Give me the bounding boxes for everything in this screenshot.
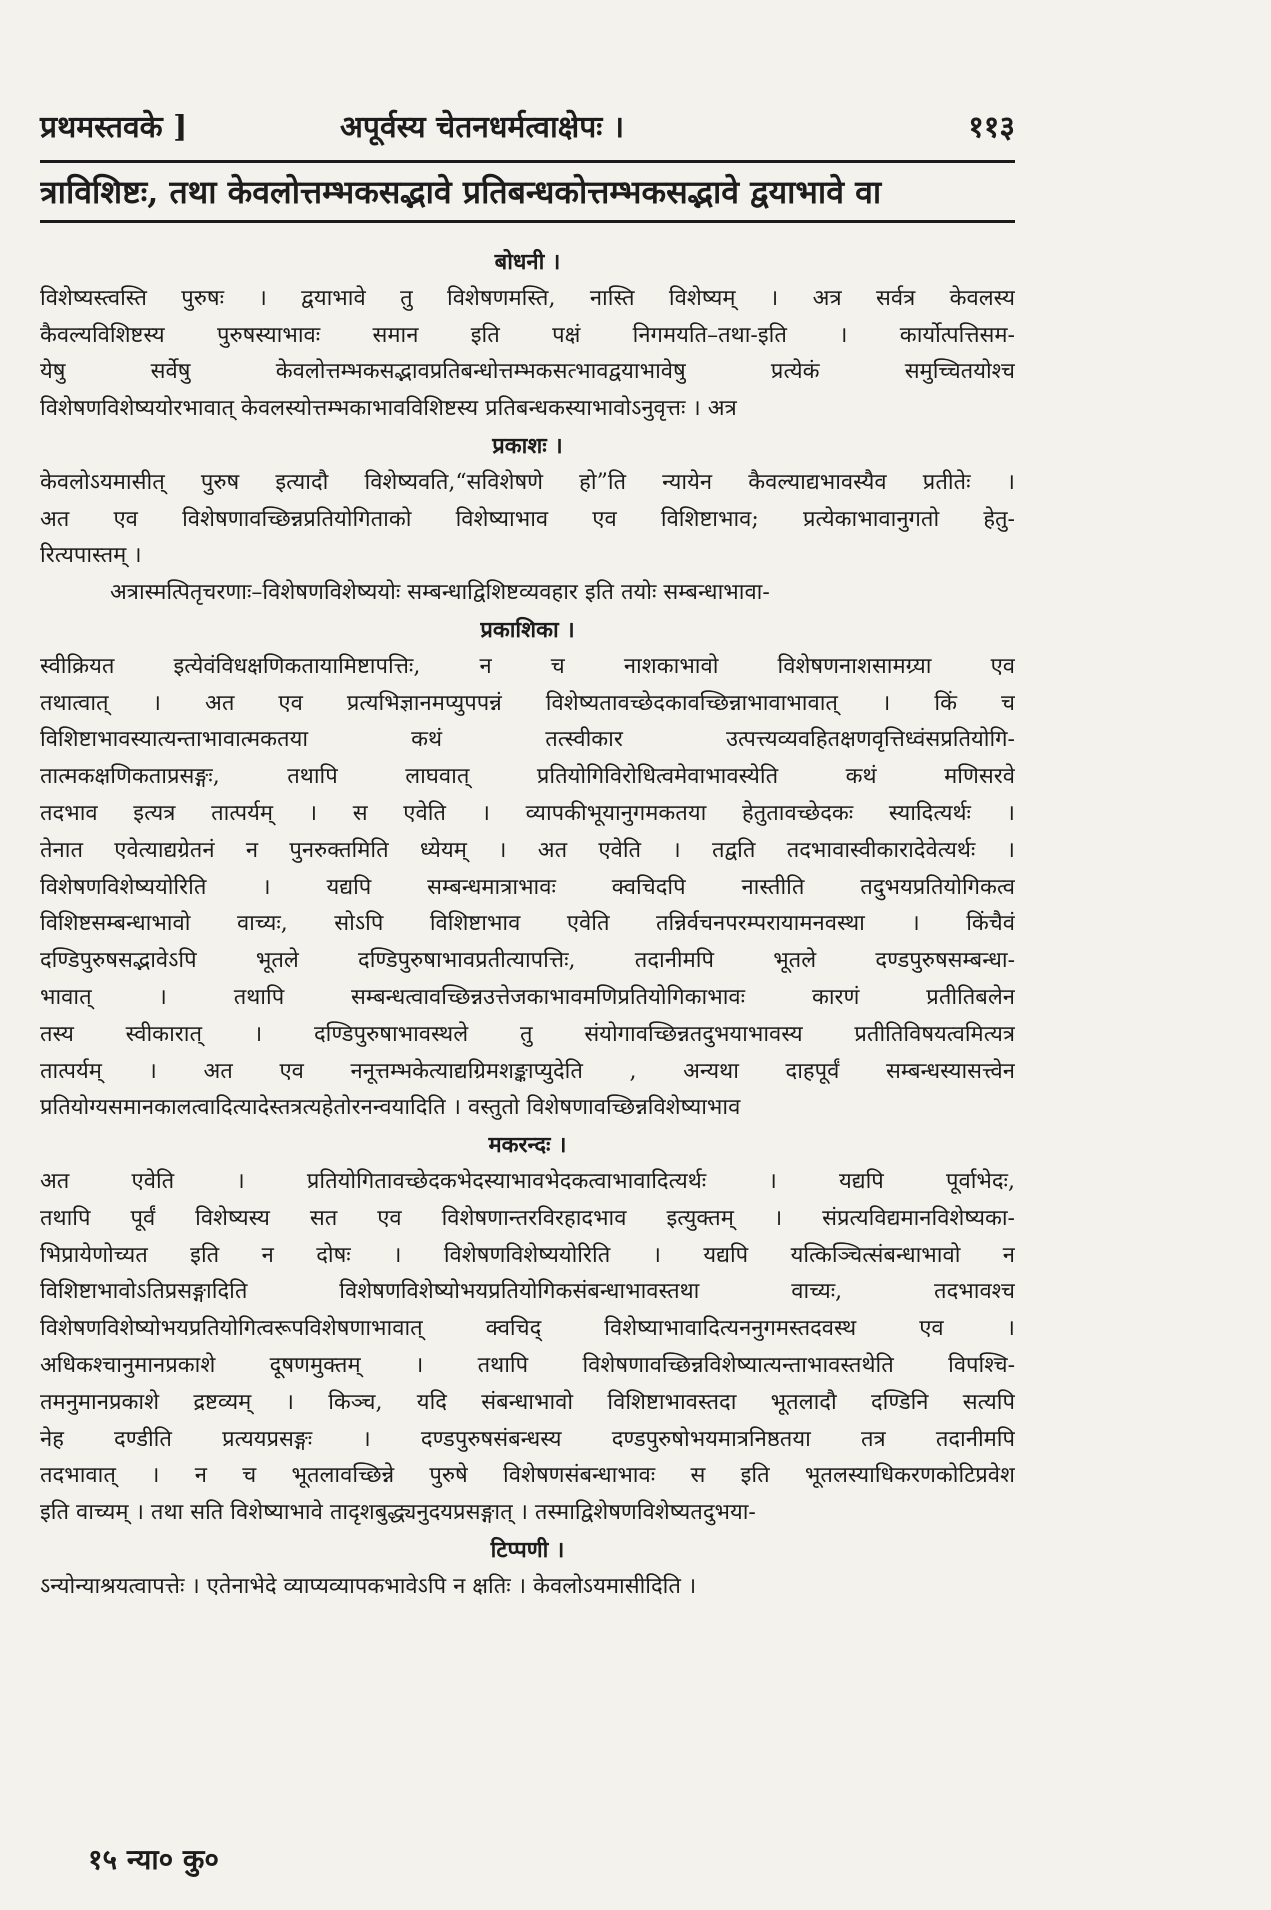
text-line: विशिष्टसम्बन्धाभावो वाच्यः, सोऽपि विशिष्टाभाव एवेति तन्निर्वचनपरम्परायामनवस्था । किंचैवं (40, 911, 1015, 937)
text-line: अत एवेति । प्रतियोगितावच्छेदकभेदस्याभावभेदकत्वाभावादित्यर्थः । यद्यपि पूर्वाभेदः, (40, 1168, 1015, 1194)
text-line: प्रतियोग्यसमानकालत्वादित्यादेस्तत्रत्यहेतोरनन्वयादिति । वस्तुतो विशेषणावच्छिन्नविशेष्याभाव (40, 1095, 741, 1121)
text-line: विशिष्टाभावस्यात्यन्ताभावात्मकतया कथं तत्स्वीकार उत्पत्त्यव्यवहितक्षणवृत्तिध्वंसप्रतियोगि- (40, 727, 1015, 753)
text-line: कैवल्यविशिष्टस्य पुरुषस्याभावः समान इति पक्षं निगमयति–तथा-इति । कार्योत्पत्तिसम- (40, 322, 1015, 348)
text-line: विशेषणविशेष्योभयप्रतियोगित्वरूपविशेषणाभावात् क्वचिद् विशेष्याभावादित्यननुगमस्तदवस्थ एव । (40, 1316, 1015, 1342)
text-line: विशेषणविशेष्ययोरभावात् केवलस्योत्तम्भकाभावविशिष्टस्य प्रतिबन्धकस्याभावोऽनुवृत्तः । अत्र (40, 396, 737, 422)
page-number: ११३ (968, 110, 1015, 145)
commentary-body (40, 244, 1015, 1605)
section-title: मकरन्दः । (488, 1132, 567, 1159)
text-line: तथापि पूर्वं विशेष्यस्य सत एव विशेषणान्तरविरहादभाव इत्युक्तम् । संप्रत्यविद्यमानविशेष्यका- (40, 1205, 1015, 1231)
header-left: प्रथमस्तवके ] (40, 110, 188, 145)
text-line: तात्मकक्षणिकताप्रसङ्गः, तथापि लाघवात् प्रतियोगिविरोधित्वमेवाभावस्येति कथं मणिसरवे (40, 764, 1015, 790)
text-line: तमनुमानप्रकाशे द्रष्टव्यम् । किञ्च, यदि संबन्धाभावो विशिष्टाभावस्तदा भूतलादौ दण्डिनि सत्यपि (40, 1389, 1015, 1415)
text-line: तस्य स्वीकारात् । दण्डिपुरुषाभावस्थले तु संयोगावच्छिन्नतदुभयाभावस्य प्रतीतिविषयत्वमित्यत्र (40, 1021, 1015, 1047)
text-line: भिप्रायेणोच्यत इति न दोषः । विशेषणविशेष्ययोरिति । यद्यपि यत्किञ्चित्संबन्धाभावो न (40, 1242, 1015, 1268)
section-title: प्रकाशिका । (480, 616, 575, 643)
header-rule (40, 160, 1015, 163)
text-line: अधिकश्चानुमानप्रकाशे दूषणमुक्तम् । तथापि विशेषणावच्छिन्नविशेष्यात्यन्ताभावस्तथेति विपश्चि- (40, 1352, 1015, 1378)
text-line: विशिष्टाभावोऽतिप्रसङ्गादिति विशेषणविशेष्योभयप्रतियोगिकसंबन्धाभावस्तथा वाच्यः, तदभावश्च (40, 1279, 1015, 1305)
section-title: बोधनी । (494, 249, 561, 275)
text-line: तदभाव इत्यत्र तात्पर्यम् । स एवेति । व्यापकीभूयानुगमकतया हेतुतावच्छेदकः स्यादित्यर्थः । (40, 800, 1015, 826)
signature-mark: १५ न्या० कु० (88, 1843, 219, 1876)
text-line: केवलोऽयमासीत् पुरुष इत्यादौ विशेष्यवति,“सविशेषणे हो”ति न्यायेन कैवल्याद्यभावस्यैव प्रतीतेः । (40, 469, 1015, 495)
text-line: नेह दण्डीति प्रत्ययप्रसङ्गः । दण्डपुरुषसंबन्धस्य दण्डपुरुषोभयमात्रनिष्ठतया तत्र तदानीमपि (40, 1426, 1015, 1452)
text-line: भावात् । तथापि सम्बन्धत्वावच्छिन्नउत्तेजकाभावमणिप्रतियोगिकाभावः कारणं प्रतीतिबलेन (40, 984, 1015, 1010)
header-title: अपूर्वस्य चेतनधर्मत्वाक्षेपः । (340, 110, 625, 145)
page-header (40, 105, 1015, 153)
text-line: अत एव विशेषणावच्छिन्नप्रतियोगिताको विशेष्याभाव एव विशिष्टाभाव; प्रत्येकाभावानुगतो हेतु- (40, 506, 1015, 532)
main-text-rule (40, 220, 1015, 223)
text-line: तेनात एवेत्याद्यग्रेतनं न पुनरुक्तमिति ध्येयम् । अत एवेति । तद्वति तदभावास्वीकारादेवेत्यर्थः । (40, 837, 1015, 863)
text-line: इति वाच्यम् । तथा सति विशेष्याभावे तादृशबुद्ध्यनुदयप्रसङ्गात् । तस्माद्विशेषणविशेष्यतदुभया- (40, 1500, 756, 1526)
text-line: दण्डिपुरुषसद्भावेऽपि भूतले दण्डिपुरुषाभावप्रतीत्यापत्तिः, तदानीमपि भूतले दण्डपुरुषसम्बन्धा- (40, 948, 1015, 974)
text-line: विशेषणविशेष्ययोरिति । यद्यपि सम्बन्धमात्राभावः क्वचिदपि नास्तीति तदुभयप्रतियोगिकत्व (40, 874, 1015, 900)
section-title: प्रकाशः । (492, 432, 563, 459)
section-title: टिप्पणी । (490, 1536, 565, 1563)
text-line: तथात्वात् । अत एव प्रत्यभिज्ञानमप्युपपन्नं विशेष्यतावच्छेदकावच्छिन्नाभावाभावात् । किं च (40, 690, 1015, 716)
text-line: रित्यपास्तम् । (40, 543, 142, 569)
main-text-line: त्राविशिष्टः, तथा केवलोत्तम्भकसद्भावे प्रतिबन्धकोत्तम्भकसद्भावे द्वयाभावे वा (40, 173, 882, 211)
text-line: ऽन्योन्याश्रयत्वापत्तेः । एतेनाभेदे व्याप्यव्यापकभावेऽपि न क्षतिः । केवलोऽयमासीदिति । (40, 1573, 697, 1599)
text-line: तात्पर्यम् । अत एव ननूत्तम्भकेत्याद्यग्रिमशङ्काप्युदेति , अन्यथा दाहपूर्वं सम्बन्धस्यासत्त्वेन (40, 1058, 1015, 1084)
text-line: येषु सर्वेषु केवलोत्तम्भकसद्भावप्रतिबन्धोत्तम्भकसत्भावद्वयाभावेषु प्रत्येकं समुच्चितयोश्च (40, 359, 1015, 385)
text-line: तदभावात् । न च भूतलावच्छिन्ने पुरुषे विशेषणसंबन्धाभावः स इति भूतलस्याधिकरणकोटिप्रवेश (40, 1463, 1015, 1489)
text-line: स्वीक्रियत इत्येवंविधक्षणिकतायामिष्टापत्तिः, न च नाशकाभावो विशेषणनाशसामग्र्या एव (40, 653, 1015, 679)
text-line: अत्रास्मत्पितृचरणाः–विशेषणविशेष्ययोः सम्बन्धाद्विशिष्टव्यवहार इति तयोः सम्बन्धाभावा- (110, 580, 770, 606)
text-line: विशेष्यस्त्वस्ति पुरुषः । द्वयाभावे तु विशेषणमस्ति, नास्ति विशेष्यम् । अत्र सर्वत्र केवलस्य (40, 285, 1015, 311)
